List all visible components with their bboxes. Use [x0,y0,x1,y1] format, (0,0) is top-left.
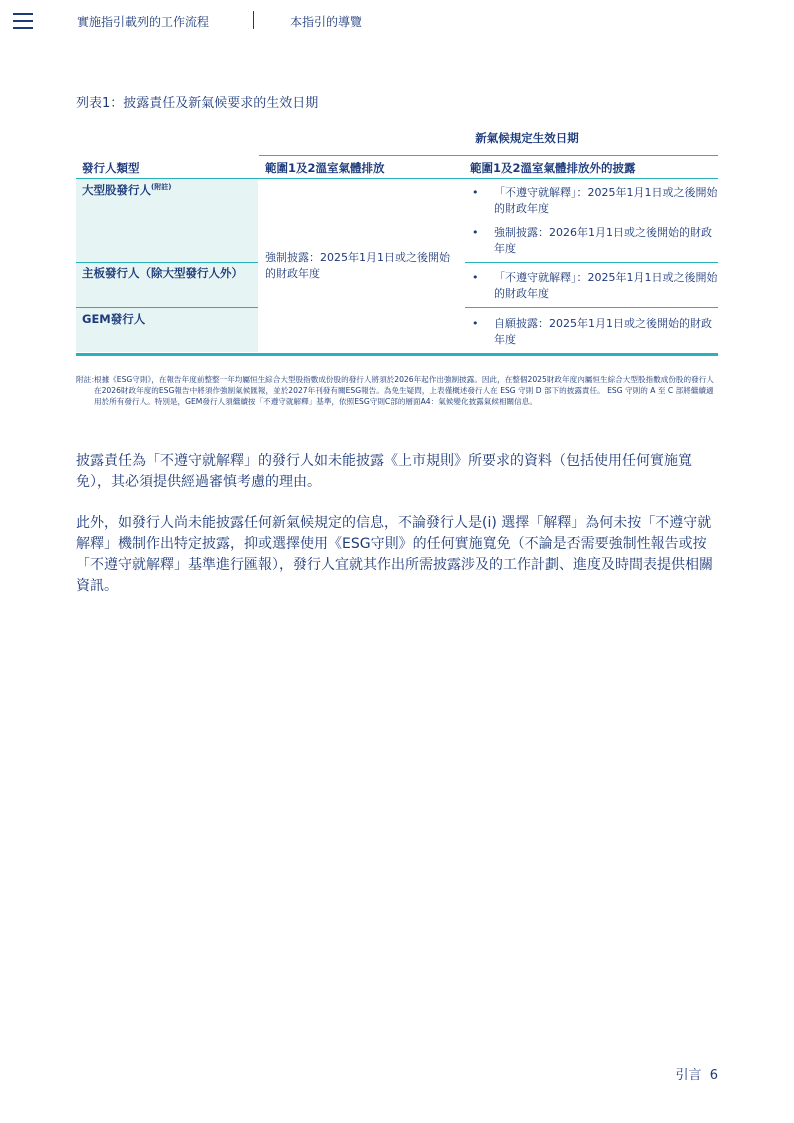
footnote-label: 附註： [76,375,99,384]
issuer-main-board: 主板發行人（除大型發行人外） [82,266,243,280]
header-rule [76,178,718,179]
column-header-beyond: 範圍1及2溫室氣體排放外的披露 [470,161,636,175]
row-rule-2-left [76,307,258,308]
table-bottom-rule [76,353,718,356]
table-title: 列表1：披露責任及新氣候要求的生效日期 [76,96,319,111]
paragraph-2: 此外，如發行人尚未能披露任何新氣候規定的信息，不論發行人是(i) 選擇「解釋」為何未按「不遵守就解釋」機制作出特定披露，抑或選擇使用《ESG守則》的任何實施寬免（不論是否需要強制性報告或按「不遵守就解釋」基準進行匯報），發行人宜就其作出所需披露涉及的工作計劃、進度及時間表提供相關資訊。 [76,515,713,594]
column-header-issuer: 發行人類型 [82,161,140,175]
large-bullet-2: • 強制披露：2026年1月1日或之後開始的財政年度 [472,226,712,255]
nav-link-workflow[interactable]: 實施指引載列的工作流程 [77,15,210,29]
group-header: 新氣候規定生效日期 [475,131,579,145]
nav-link-guide[interactable]: 本指引的導覽 [290,15,363,29]
gem-bullet: • 自願披露：2025年1月1日或之後開始的財政年度 [472,317,712,346]
main-board-bullet: • 「不遵守就解釋」：2025年1月1日或之後開始的財政年度 [472,271,718,300]
effective-date-table [76,126,718,358]
paragraph-1: 披露責任為「不遵守就解釋」的發行人如未能披露《上市規則》所要求的資料（包括使用任何實施寬免），其必須提供經過審慎考慮的理由。 [76,453,692,490]
group-header-rule [259,155,718,156]
issuer-large-note: (附註) [151,183,172,192]
issuer-large: 大型股發行人$^{(附註)}$ [82,183,172,197]
large-bullet-1: • 「不遵守就解釋」：2025年1月1日或之後開始的財政年度 [472,186,718,215]
page-number: 引言 6 [675,1068,718,1083]
nav-divider [253,11,254,29]
footnote-text: 根據《ESG守則》，在報告年度前整整一年均屬恒生綜合大型股指數成份股的發行人將須於2026年起作出強制披露。因此，在整個2025財政年度內屬恒生綜合大型股指數成份股的發行人在2026財政年度的ESG報告中將須作強制氣候匯報，並於2027年刊發有關ESG報告。為免生疑問，上表僅概述發行人在 ESG 守則 D 部下的披露責任。 ESG 守則的 A 至 C 部將繼續適用於所有發行人。特別是，GEM發行人須繼續按「不遵守就解釋」基準，依照ESG守則C部的層面A4：氣候變化披露氣候相關信息。 [94,375,714,406]
column-header-scope12: 範圍1及2溫室氣體排放 [265,161,385,175]
issuer-gem: GEM發行人 [82,312,146,326]
row-rule-1-left [76,262,258,263]
row-rule-2-right [465,307,718,308]
row-rule-1-right [465,262,718,263]
menu-icon[interactable] [13,13,33,29]
scope12-value: 強制披露：2025年1月1日或之後開始的財政年度 [265,251,450,280]
